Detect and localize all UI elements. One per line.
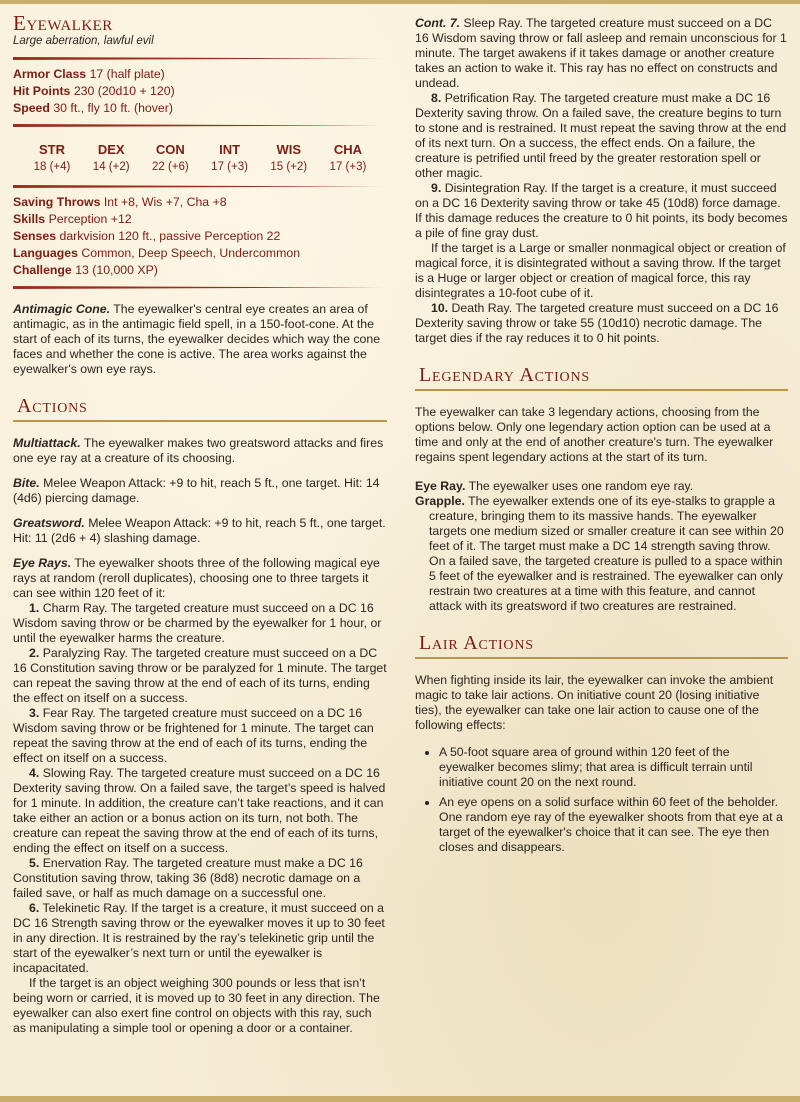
- legendary-action-text: The eyewalker extends one of its eye-stalks to grapple a creature, bringing them to its massive hands. The eyewalker targets one medium sized or smaller creature it can see within 20 feet of it. The target must make a DC 14 strength saving throw. On a failed save, the targeted creature is pulled to a space within 5 feet of the eyewalker and is restrained. The eyewalker can only restrain two creatures at a time with this feature, and cannot attack with its greatsword if two creatures are restrained.: [429, 494, 784, 613]
- ray-text: Slowing Ray. The targeted creature must succeed on a DC 16 Dexterity saving throw. On a failed save, the target’s speed is halved for 1 minute. In addition, the creature can’t take reactions, and it can take either an action or a bonus action on its turn, not both. The creature can repeat the saving throw at the end of each of its turns, ending the effect on itself on a success.: [13, 766, 386, 855]
- action-greatsword: [13, 516, 387, 546]
- list-item: • An eye opens on a solid surface within 60 feet of the beholder. One random eye ray of the eyewalker shoots from that eye at a target of the eyewalker's choice that it can see. The eye then closes and disappears.: [439, 795, 788, 855]
- ability-value: 15 (+2): [270, 161, 308, 173]
- skills-line: [13, 212, 387, 227]
- section-divider: [415, 389, 788, 391]
- ability-name: CHA: [333, 142, 363, 157]
- speed-line: [13, 101, 387, 116]
- ray-text: Enervation Ray. The targeted creature must make a DC 16 Constitution saving throw, taking 36 (8d8) necrotic damage on a failed save, or half as much damage on a successful one.: [13, 856, 363, 900]
- ray-number: 2.: [29, 646, 40, 660]
- speed-value: 30 ft., fly 10 ft. (hover): [53, 101, 173, 115]
- list-item: • A 50-foot square area of ground within 120 feet of the eyewalker becomes slimy; that area is difficult terrain until initiative count 20 on the next round.: [439, 745, 788, 790]
- action-multiattack: [13, 436, 387, 466]
- ray-text: Fear Ray. The targeted creature must succeed on a DC 16 Wisdom saving throw or be frightened for 1 minute. The target can repeat the saving throw at the end of each of its turns, ending the effect on itself on a success.: [13, 706, 374, 765]
- eye-ray-item: [13, 766, 387, 856]
- lair-effects-list: [415, 745, 788, 855]
- ray-number: 4.: [29, 766, 40, 780]
- legendary-intro: The eyewalker can take 3 legendary actions, choosing from the options below. Only one legendary action option can be used at a time and only at the end of another creature's turn. The eyewalker regains spent legendary actions at the start of its turn.: [415, 405, 774, 464]
- saving-throws-value: Int +8, Wis +7, Cha +8: [103, 195, 227, 209]
- legendary-action-name: Grapple.: [415, 494, 465, 508]
- speed-label: Speed: [13, 101, 50, 115]
- ability-con: [145, 142, 195, 175]
- trait-antimagic-cone: [13, 302, 387, 377]
- lair-actions-heading: Lair Actions: [419, 632, 534, 654]
- action-name: Greatsword.: [13, 516, 85, 530]
- eye-ray-item: [415, 301, 788, 346]
- hit-points-line: [13, 84, 387, 99]
- ray-number: 3.: [29, 706, 40, 720]
- ability-scores: [13, 134, 387, 177]
- legendary-actions-heading: Legendary Actions: [419, 364, 590, 386]
- saving-throws-line: [13, 195, 387, 210]
- trait-text: The eyewalker's central eye creates an area of antimagic, as in the antimagic field spell, in a 150-foot-cone. At the start of each of its turns, the eyewalker decides which way the cone faces and whether the cone is active. The area works against the eyewalker's own eye rays.: [13, 302, 381, 376]
- ability-wis: [264, 142, 314, 175]
- eye-ray-item: [13, 901, 387, 976]
- ray-text: Paralyzing Ray. The targeted creature must succeed on a DC 16 Constitution saving throw or be paralyzed for 1 minute. The target can repeat the saving throw at the end of each of its turns, ending the effect on itself on a success.: [13, 646, 387, 705]
- stat-divider: [13, 185, 387, 188]
- eye-ray-item: [13, 601, 387, 646]
- legendary-grapple: [415, 494, 788, 614]
- ability-value: 17 (+3): [211, 161, 248, 173]
- action-eye-rays: [13, 556, 387, 601]
- skills-label: Skills: [13, 212, 46, 226]
- challenge-value: 13 (10,000 XP): [75, 263, 158, 277]
- ability-name: STR: [39, 142, 65, 157]
- lair-intro: When fighting inside its lair, the eyewalker can invoke the ambient magic to take lair actions. On initiative count 20 (losing initiative ties), the eyewalker can take one lair action to cause one of the following effects:: [415, 673, 774, 732]
- ray-text: Charm Ray. The targeted creature must succeed on a DC 16 Wisdom saving throw or be charmed by the eyewalker for 1 hour, or until the eyewalker harms the creature.: [13, 601, 382, 645]
- stat-divider: [13, 124, 387, 127]
- ability-name: WIS: [276, 142, 302, 157]
- monster-type: Large aberration, lawful evil: [13, 35, 154, 47]
- action-text: Melee Weapon Attack: +9 to hit, reach 5 ft., one target. Hit: 11 (2d6 + 4) slashing damage.: [13, 516, 386, 545]
- ability-str: [27, 142, 77, 175]
- legendary-action-text: The eyewalker uses one random eye ray.: [468, 479, 694, 493]
- ability-value: 22 (+6): [151, 161, 189, 173]
- left-column: [13, 0, 387, 1036]
- actions-heading: Actions: [17, 395, 88, 417]
- senses-line: [13, 229, 387, 244]
- legendary-eye-ray: [415, 479, 788, 494]
- telekinetic-object-text: If the target is an object weighing 300 pounds or less that isn’t being worn or carried, it is moved up to 30 feet in any direction. The eyewalker can also exert fine control on objects with this ray, such as manipulating a simple tool or opening a door or a container.: [13, 976, 380, 1035]
- languages-label: Languages: [13, 246, 78, 260]
- ability-dex: [86, 142, 136, 175]
- action-text: The eyewalker makes two greatsword attacks and fires one eye ray at a creature of its choosing.: [13, 436, 384, 465]
- action-name: Bite.: [13, 476, 40, 490]
- trait-name: Antimagic Cone.: [13, 302, 111, 316]
- ray-text: Death Ray. The targeted creature must succeed on a DC 16 Dexterity saving throw or take 55 (10d10) necrotic damage. The target dies if the ray reduces it to 0 hit points.: [415, 301, 779, 345]
- ray-number: 5.: [29, 856, 40, 870]
- ray-text: Telekinetic Ray. If the target is a creature, it must succeed on a DC 16 Strength saving throw or the eyewalker moves it up to 30 feet in any direction. It is restrained by the ray’s telekinetic grip until the start of the eyewalker’s next turn or until the eyewalker is incapacitated.: [13, 901, 385, 975]
- stat-divider: [13, 57, 387, 60]
- section-divider: [415, 657, 788, 659]
- eye-ray-item: [415, 91, 788, 181]
- action-text: Melee Weapon Attack: +9 to hit, reach 5 ft., one target. Hit: 14 (4d6) piercing damage.: [13, 476, 380, 505]
- ability-name: DEX: [97, 142, 125, 157]
- ray-number: 1.: [29, 601, 40, 615]
- eye-ray-item: [415, 181, 788, 241]
- section-divider: [13, 420, 387, 422]
- eye-ray-item: [13, 646, 387, 706]
- eye-ray-cont: [415, 16, 788, 91]
- armor-class-line: [13, 67, 387, 82]
- languages-line: [13, 246, 387, 261]
- senses-value: darkvision 120 ft., passive Perception 22: [59, 229, 281, 243]
- ray-number: 10.: [431, 301, 449, 315]
- challenge-label: Challenge: [13, 263, 72, 277]
- disintegration-object-text: If the target is a Large or smaller nonmagical object or creation of magical force, it is disintegrated without a saving throw. If the target is a Huge or larger object or creation of magical force, this ray disintegrates a 10-foot cube of it.: [415, 241, 786, 300]
- page-bottom-border: [0, 1096, 800, 1102]
- ability-name: INT: [219, 142, 241, 157]
- ability-value: 17 (+3): [329, 161, 367, 173]
- ray-number: 6.: [29, 901, 40, 915]
- ability-int: [205, 142, 255, 175]
- languages-value: Common, Deep Speech, Undercommon: [81, 246, 301, 260]
- stat-divider: [13, 286, 387, 289]
- ray-text: Disintegration Ray. If the target is a creature, it must succeed on a DC 16 Dexterity saving throw or take 45 (10d8) force damage. If this damage reduces the creature to 0 hit points, its body becomes a pile of fine gray dust.: [415, 181, 788, 240]
- ability-cha: [323, 142, 373, 175]
- monster-name: Eyewalker: [13, 11, 113, 35]
- armor-class-value: 17 (half plate): [89, 67, 165, 81]
- ray-text: Sleep Ray. The targeted creature must succeed on a DC 16 Wisdom saving throw or fall asleep and remain unconscious for 1 minute. The target awakens if it takes damage or another creature takes an action to wake it. This ray has no effect on constructs and undead.: [415, 16, 787, 90]
- ability-name: CON: [155, 142, 185, 157]
- ray-number: 9.: [431, 181, 442, 195]
- ability-value: 14 (+2): [92, 161, 130, 173]
- eye-ray-item: [13, 856, 387, 901]
- skills-value: Perception +12: [48, 212, 132, 226]
- ability-value: 18 (+4): [33, 161, 71, 173]
- legendary-action-name: Eye Ray.: [415, 479, 466, 493]
- action-name: Multiattack.: [13, 436, 81, 450]
- armor-class-label: Armor Class: [13, 67, 87, 81]
- hit-points-value: 230 (20d10 + 120): [73, 84, 175, 98]
- ray-text: Petrification Ray. The targeted creature must make a DC 16 Dexterity saving throw. On a failed save, the creature begins to turn to stone and is restrained. It must repeat the saving throw at the end of its next turn. On a success, the effect ends. On a failure, the creature is petrified until freed by the greater restoration spell or other magic.: [415, 91, 787, 180]
- hit-points-label: Hit Points: [13, 84, 71, 98]
- cont-label: Cont. 7.: [415, 16, 461, 30]
- right-column: [415, 16, 788, 860]
- challenge-line: [13, 263, 387, 278]
- eye-ray-item: [13, 706, 387, 766]
- action-text: The eyewalker shoots three of the following magical eye rays at random (reroll duplicates), choosing one to three targets it can see within 120 feet of it:: [13, 556, 380, 600]
- action-bite: [13, 476, 387, 506]
- ray-number: 8.: [431, 91, 442, 105]
- senses-label: Senses: [13, 229, 57, 243]
- saving-throws-label: Saving Throws: [13, 195, 101, 209]
- action-name: Eye Rays.: [13, 556, 72, 570]
